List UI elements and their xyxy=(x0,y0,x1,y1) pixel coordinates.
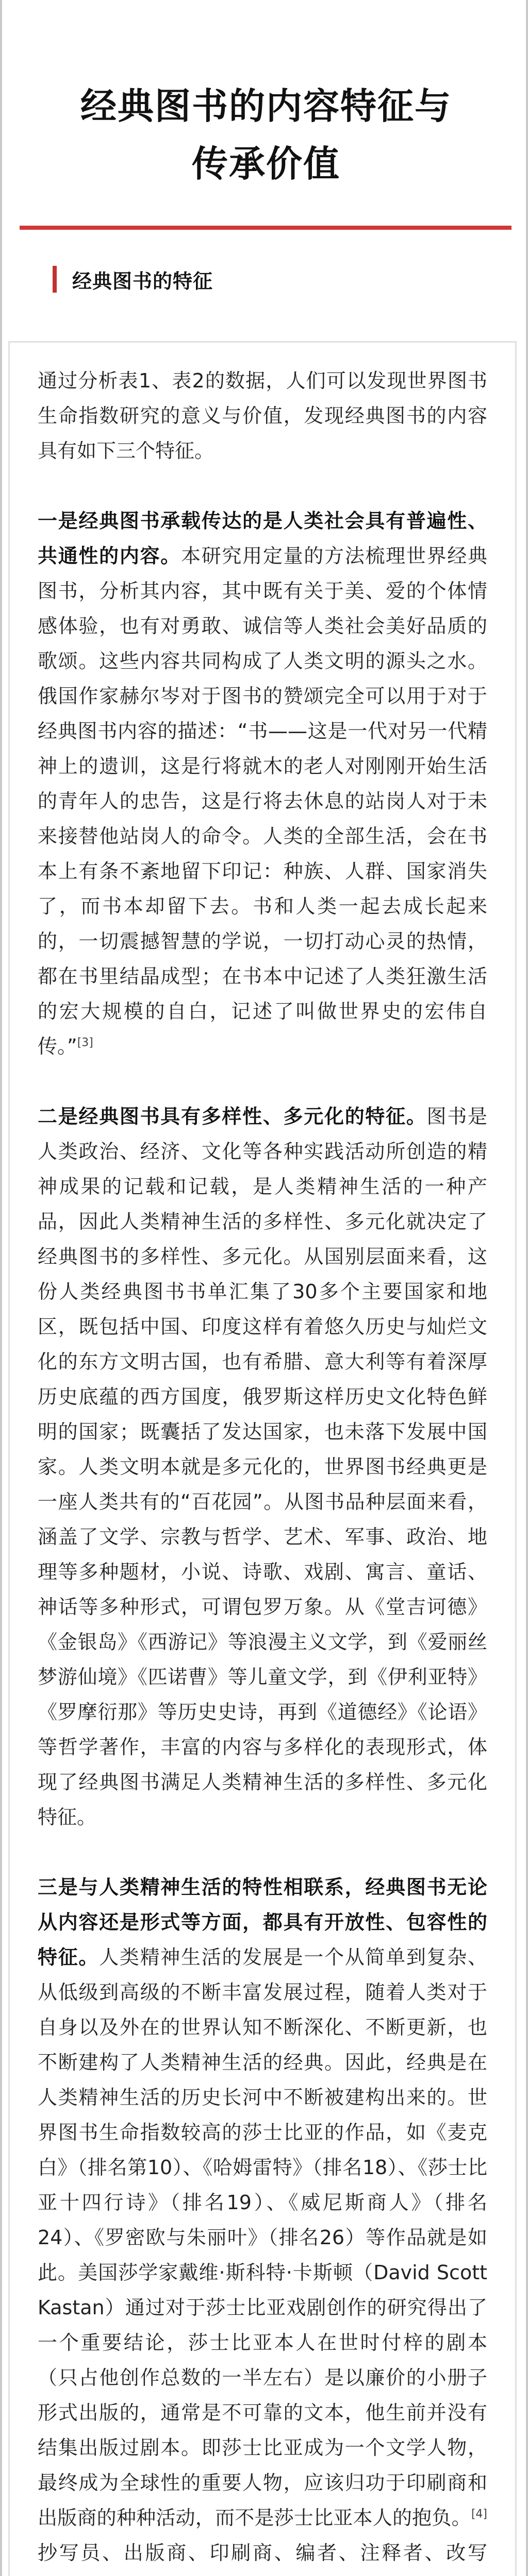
paragraph-lead: 二是经典图书具有多样性、多元化的特征。 xyxy=(38,1105,427,1128)
section-heading-text: 经典图书的特征 xyxy=(72,269,213,293)
paragraph-feature-2 xyxy=(38,1099,487,1835)
footnote-ref: [3] xyxy=(77,1036,93,1049)
paragraph-feature-3 xyxy=(38,1870,487,2576)
title-underline-divider xyxy=(20,226,512,230)
section-heading xyxy=(53,264,213,295)
paragraph-body: 本研究用定量的方法梳理世界经典图书，分析其内容，其中既有关于美、爱的个体情感体验，也有对勇敢、诚信等人类社会美好品质的歌颂。这些内容共同构成了人类文明的源头之水。俄国作家赫尔岑对于图书的赞颂完全可以用于对于经典图书内容的描述：“书——这是一代对另一代精神上的遗训，这是行将就木的老人对刚刚开始生活的青年人的忠告，这是行将去休息的站岗人对于未来接替他站岗人的命令。人类的全部生活，会在书本上有条不紊地留下印记：种族、人群、国家消失了，而书本却留下去。书和人类一起去成长起来的，一切震撼智慧的学说，一切打动心灵的热情，都在书里结晶成型；在书本中记述了人类狂激生活的宏大规模的自白，记述了叫做世界史的宏伟自传。” xyxy=(38,545,487,1058)
paragraph-feature-1 xyxy=(38,503,487,1064)
paragraph-body: 通过分析表1、表2的数据，人们可以发现世界图书生命指数研究的意义与价值，发现经典图书的内容具有如下三个特征。 xyxy=(38,369,487,462)
content-box xyxy=(8,341,517,2576)
paragraph-lead: 一是经典图书承载传达的是人类社会具有普遍性、共通性的内容。 xyxy=(38,510,487,567)
article-title-line-2: 传承价值 xyxy=(192,143,340,185)
paragraph-lead: 三是与人类精神生活的特性相联系，经典图书无论从内容还是形式等方面，都具有开放性、包容性的特征。 xyxy=(38,1876,487,1969)
paragraph-body: 人类精神生活的发展是一个从简单到复杂、从低级到高级的不断丰富发展过程，随着人类对于自身以及外在的世界认知不断深化、不断更新，也不断建构了人类精神生活的经典。因此，经典是在人类精神生活的历史长河中不断被建构出来的。世界图书生命指数较高的莎士比亚的作品，如《麦克白》（排名第10）、《哈姆雷特》（排名18）、《莎士比亚十四行诗》（排名19）、《威尼斯商人》（排名24）、《罗密欧与朱丽叶》（排名26）等作品就是如此。美国莎学家戴维·斯科特·卡斯顿（David Scott Kastan）通过对于莎士比亚戏剧创作的研究得出了一个重要结论，莎士比亚本人在世时付梓的剧本（只占他创作总数的一半左右）是以廉价的小册子形式出版的，通常是不可靠的文本，他生前并没有结集出版过剧本。即莎士比亚成为一个文学人物，最终成为全球性的重要人物，应该归功于印刷商和出版商的种种活动，而不是莎士比亚本人的抱负。 xyxy=(38,1946,487,2529)
paragraph-body: 图书是人类政治、经济、文化等各种实践活动所创造的精神成果的记载和记载，是人类精神生活的一种产品，因此人类精神生活的多样性、多元化就决定了经典图书的多样性、多元化。从国别层面来看，这份人类经典图书书单汇集了30多个主要国家和地区，既包括中国、印度这样有着悠久历史与灿烂文化的东方文明古国，也有希腊、意大利等有着深厚历史底蕴的西方国度，俄罗斯这样历史文化特色鲜明的国家；既囊括了发达国家，也未落下发展中国家。人类文明本就是多元化的，世界图书经典更是一座人类共有的“百花园”。从图书品种层面来看，涵盖了文学、宗教与哲学、艺术、军事、政治、地理等多种题材，小说、诗歌、戏剧、寓言、童话、神话等多种形式，可谓包罗万象。从《堂吉诃德》《金银岛》《西游记》等浪漫主义文学，到《爱丽丝梦游仙境》《匹诺曹》等儿童文学，到《伊利亚特》《罗摩衍那》等历史史诗，再到《道德经》《论语》等哲学著作，丰富的内容与多样化的表现形式，体现了经典图书满足人类精神生活的多样性、多元化特征。 xyxy=(38,1105,487,1828)
paragraph-intro xyxy=(38,363,487,468)
article-title xyxy=(2,77,528,193)
article-title-line-1: 经典图书的内容特征与 xyxy=(80,85,452,127)
footnote-ref: [4] xyxy=(471,2507,487,2521)
section-accent-bar xyxy=(53,266,57,293)
paragraph-body-continued: 抄写员、出版商、印刷商、编者、注释者、改写 xyxy=(38,2541,487,2564)
